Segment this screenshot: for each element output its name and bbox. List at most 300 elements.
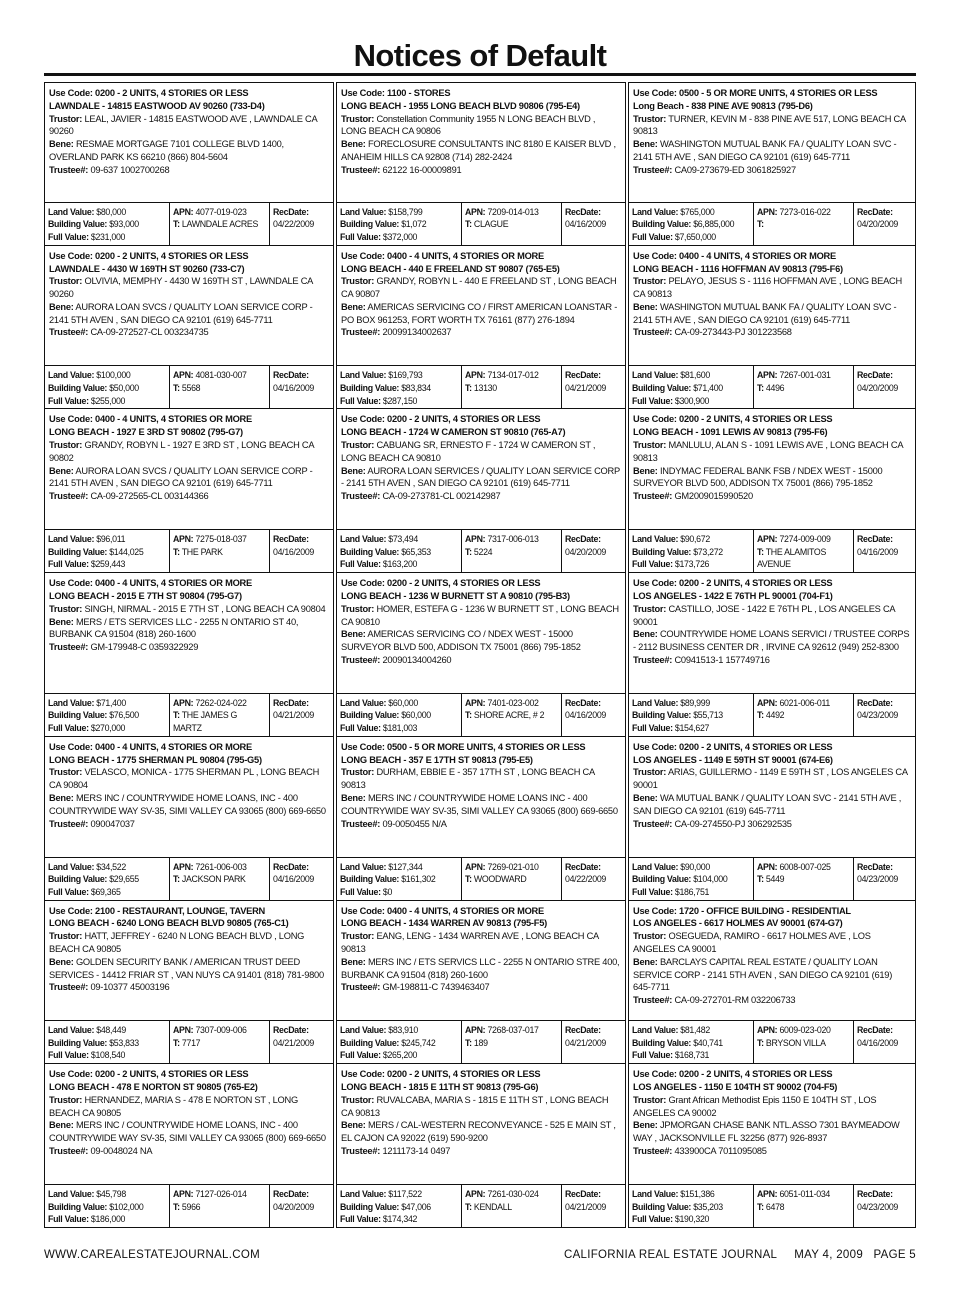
full-value [48, 722, 166, 735]
parcel-cell [169, 366, 269, 408]
trustor [341, 1094, 621, 1120]
trustor-value: Constellation Community 1955 N LONG BEACH BLVD , LONG BEACH CA 90806 [341, 113, 596, 137]
beneficiary [49, 616, 329, 642]
land-value [340, 697, 458, 710]
building-value-label: Building Value: [340, 1201, 400, 1212]
recdate-label: RecDate: [565, 534, 601, 545]
beneficiary-value: WASHINGTON MUTUAL BANK FA / QUALITY LOAN SVC - 2141 5TH AVE , SAN DIEGO CA 92101 (619) 645-7711 [633, 139, 897, 162]
trustor-label: Trustor: [633, 603, 667, 614]
trustee-number [49, 818, 329, 831]
land-value-label: Land Value: [632, 697, 679, 708]
beneficiary-label: Bene: [341, 956, 366, 967]
parcel-cell [169, 203, 269, 245]
building-value-label: Building Value: [48, 1201, 108, 1212]
trustee-number-label: Trustee#: [341, 982, 381, 993]
recdate-label: RecDate: [273, 1188, 309, 1199]
beneficiary-label: Bene: [49, 616, 74, 627]
full-value-label: Full Value: [632, 723, 673, 734]
tract [465, 873, 558, 886]
notice-values [45, 858, 333, 900]
apn [757, 1188, 850, 1201]
building-value [632, 873, 750, 886]
value-cell [337, 366, 461, 408]
full-value-label: Full Value: [632, 1050, 673, 1061]
notice-details [45, 409, 333, 530]
land-value-label: Land Value: [48, 370, 95, 381]
notice-entry [336, 901, 626, 1065]
value-cell [337, 694, 461, 736]
recdate-cell [853, 1185, 915, 1227]
notice-details [629, 901, 915, 1022]
beneficiary-value: WA MUTUAL BANK / QUALITY LOAN SVC - 2141 5TH AVE , SAN DIEGO CA 92101 (619) 645-7711 [633, 793, 902, 816]
full-value-label: Full Value: [632, 559, 673, 570]
property-address: LONG BEACH - 1724 W CAMERON ST 90810 (765-A7) [341, 427, 566, 438]
use-code: Use Code: 0200 - 2 UNITS, 4 STORIES OR LESS [633, 1069, 833, 1080]
beneficiary-label: Bene: [341, 465, 366, 476]
trustee-number [341, 326, 621, 339]
full-value-value: $7,650,000 [674, 231, 716, 242]
tract-label: T: [757, 1037, 764, 1048]
notice-values [629, 858, 915, 900]
beneficiary-value: AMERICAS SERVICING CO / FIRST AMERICAN LOANSTAR - PO BOX 961253, FORT WORTH TX 76161 (877) 276-1894 [341, 301, 618, 325]
notice-entry [336, 573, 626, 737]
recdate-cell [853, 530, 915, 572]
recdate-value: 04/21/2009 [273, 1037, 315, 1048]
building-value-label: Building Value: [48, 1037, 108, 1048]
recdate-cell [853, 203, 915, 245]
beneficiary-label: Bene: [633, 956, 658, 967]
notice-values [629, 366, 915, 408]
use-code: Use Code: 0400 - 4 UNITS, 4 STORIES OR MORE [341, 250, 544, 261]
land-value [48, 1188, 166, 1201]
land-value [632, 369, 750, 382]
value-cell [629, 694, 753, 736]
full-value [632, 886, 750, 899]
footer-issue: CALIFORNIA REAL ESTATE JOURNAL MAY 4, 2009 PAGE 5 [563, 1249, 916, 1261]
trustee-number-label: Trustee#: [341, 491, 381, 502]
use-code: Use Code: 0200 - 2 UNITS, 4 STORIES OR LESS [49, 1069, 249, 1080]
apn-value: 6021-006-011 [779, 697, 830, 708]
beneficiary [633, 956, 911, 994]
parcel-cell [461, 694, 561, 736]
beneficiary-value: INDYMAC FEDERAL BANK FSB / NDEX WEST - 15000 SURVEYOR BLVD 500, ADDISON TX 75001 (866) 795-1852 [633, 465, 883, 489]
use-code: Use Code: 0400 - 4 UNITS, 4 STORIES OR MORE [633, 250, 836, 261]
recdate-cell [269, 694, 333, 736]
value-cell [337, 1021, 461, 1063]
trustee-number-value: 09-0050455 N/A [382, 818, 447, 829]
trustee-number-label: Trustee#: [633, 995, 673, 1006]
use-code: Use Code: 0200 - 2 UNITS, 4 STORIES OR LESS [341, 578, 541, 589]
apn-label: APN: [757, 861, 778, 872]
tract-value: 5449 [765, 874, 785, 885]
trustor-value: OSEGUEDA, RAMIRO - 6617 HOLMES AVE , LOS ANGELES CA 90001 [633, 931, 871, 954]
use-code: Use Code: 0400 - 4 UNITS, 4 STORIES OR MORE [49, 741, 252, 752]
trustor-value: GRANDY, ROBYN L - 440 E FREELAND ST , LONG BEACH CA 90807 [341, 276, 617, 300]
notice-entry [628, 737, 916, 901]
tract [757, 1037, 850, 1050]
value-cell [45, 1021, 169, 1063]
recdate-label: RecDate: [273, 1025, 309, 1036]
full-value-value: $255,000 [90, 395, 126, 406]
tract-value: CLAGUE [473, 219, 509, 230]
trustor-value: Grant African Methodist Epis 1150 E 104TH ST , LOS ANGELES CA 90002 [633, 1094, 877, 1118]
trustee-number-label: Trustee#: [49, 164, 89, 175]
land-value [48, 533, 166, 546]
recdate-value: 04/16/2009 [857, 546, 899, 557]
full-value [48, 1213, 166, 1226]
recdate-label: RecDate: [857, 697, 893, 708]
trustee-number [49, 1145, 329, 1158]
building-value [632, 382, 750, 395]
land-value-value: $100,000 [96, 370, 131, 381]
recdate-cell [561, 203, 625, 245]
land-value [48, 369, 166, 382]
beneficiary [49, 301, 329, 327]
land-value-value: $73,494 [388, 534, 418, 545]
property-address: LONG BEACH - 478 E NORTON ST 90805 (765-E2) [49, 1082, 258, 1093]
page-footer [44, 1249, 916, 1263]
parcel-cell [169, 530, 269, 572]
tract-label: T: [173, 1201, 180, 1212]
notice-details [337, 409, 625, 530]
recdate-cell [269, 1021, 333, 1063]
notice-values [337, 1021, 625, 1063]
building-value [340, 1037, 458, 1050]
recdate-value: 04/22/2009 [273, 219, 315, 230]
trustor-label: Trustor: [341, 113, 375, 124]
recdate-cell [269, 858, 333, 900]
trustor [633, 113, 911, 139]
land-value-label: Land Value: [48, 697, 95, 708]
notice-column [628, 82, 916, 1228]
building-value-value: $53,833 [109, 1037, 139, 1048]
recdate-cell [561, 530, 625, 572]
value-cell [45, 694, 169, 736]
full-value-label: Full Value: [632, 1214, 673, 1225]
recdate-label: RecDate: [273, 697, 309, 708]
land-value-value: $80,000 [96, 206, 126, 217]
trustee-number [49, 641, 329, 654]
notice-details [337, 901, 625, 1022]
parcel-cell [461, 858, 561, 900]
building-value-label: Building Value: [632, 219, 692, 230]
trustee-number [341, 164, 621, 177]
recdate-cell [853, 366, 915, 408]
full-value-value: $372,000 [382, 231, 418, 242]
beneficiary-value: MERS / ETS SERVICES LLC - 2255 N ONTARIO ST 40, BURBANK CA 91504 (818) 260-1600 [49, 616, 299, 640]
full-value-value: $174,342 [382, 1214, 418, 1225]
tract-label: T: [757, 1201, 764, 1212]
recdate-label: RecDate: [565, 1188, 601, 1199]
beneficiary [341, 792, 621, 818]
full-value-value: $154,627 [674, 723, 710, 734]
recdate-value: 04/22/2009 [565, 874, 607, 885]
land-value-value: $765,000 [680, 206, 715, 217]
notice-values [45, 1021, 333, 1063]
recdate-label: RecDate: [273, 534, 309, 545]
footer-website[interactable]: WWW.CAREALESTATEJOURNAL.COM [44, 1249, 260, 1261]
parcel-cell [753, 694, 853, 736]
notice-entry [336, 82, 626, 246]
property-address: LONG BEACH - 357 E 17TH ST 90813 (795-E5) [341, 754, 533, 765]
beneficiary-label: Bene: [49, 139, 74, 150]
property-address: LONG BEACH - 1775 SHERMAN PL 90804 (795-G5) [49, 754, 262, 765]
notice-values [337, 530, 625, 572]
apn [465, 1024, 558, 1037]
tract-label: T: [465, 219, 472, 230]
apn-value: 7275-018-037 [195, 534, 247, 545]
land-value-value: $117,522 [388, 1188, 422, 1199]
trustee-number-label: Trustee#: [633, 1146, 673, 1157]
trustee-number-value: 1211173-14 0497 [382, 1146, 451, 1157]
property-address: LOS ANGELES - 1150 E 104TH ST 90002 (704-F5) [633, 1082, 838, 1093]
tract [757, 709, 850, 722]
notice-column [44, 82, 334, 1228]
apn [757, 369, 850, 382]
land-value-value: $151,386 [680, 1188, 715, 1199]
full-value [340, 558, 458, 571]
apn [757, 1024, 850, 1037]
notices-grid [44, 82, 916, 1228]
apn-label: APN: [757, 697, 778, 708]
full-value-value: $259,443 [90, 559, 126, 570]
recdate-value: 04/21/2009 [565, 383, 607, 394]
apn-value: 7209-014-013 [487, 206, 539, 217]
full-value [632, 395, 750, 408]
full-value [632, 231, 750, 244]
building-value [48, 873, 166, 886]
land-value [48, 1024, 166, 1037]
use-code: Use Code: 0200 - 2 UNITS, 4 STORIES OR LESS [633, 578, 833, 589]
tract [465, 382, 558, 395]
parcel-cell [461, 1021, 561, 1063]
recdate-label: RecDate: [565, 370, 601, 381]
beneficiary-label: Bene: [341, 629, 366, 640]
apn-value: 6009-023-020 [779, 1025, 831, 1036]
apn-label: APN: [173, 697, 194, 708]
land-value-label: Land Value: [632, 534, 679, 545]
recdate-value: 04/21/2009 [565, 1201, 607, 1212]
full-value-value: $186,751 [674, 886, 710, 897]
trustor [49, 1094, 329, 1120]
beneficiary [49, 138, 329, 164]
full-value-value: $108,540 [90, 1050, 126, 1061]
beneficiary-value: MERS INC / COUNTRYWIDE HOME LOANS, INC - 400 COUNTRYWIDE WAY SV-35, SIMI VALLEY CA 93065 (800) 669-6650 [49, 1120, 326, 1144]
full-value-label: Full Value: [48, 723, 89, 734]
building-value [48, 546, 166, 559]
trustor-label: Trustor: [49, 931, 83, 942]
building-value [340, 382, 458, 395]
land-value-label: Land Value: [48, 861, 95, 872]
trustee-number-value: GM2009015990520 [674, 491, 753, 502]
apn-label: APN: [173, 534, 194, 545]
land-value-label: Land Value: [632, 370, 679, 381]
trustor [49, 766, 329, 792]
use-code: Use Code: 0500 - 5 OR MORE UNITS, 4 STORIES OR LESS [341, 741, 586, 752]
apn-label: APN: [173, 1188, 194, 1199]
trustee-number-label: Trustee#: [341, 818, 381, 829]
trustee-number [341, 654, 621, 667]
trustee-number-label: Trustee#: [49, 982, 89, 993]
beneficiary [633, 1119, 911, 1145]
beneficiary [49, 1119, 329, 1145]
notice-details [45, 901, 333, 1022]
notice-entry [44, 901, 334, 1065]
full-value [48, 1049, 166, 1062]
trustee-number [633, 326, 911, 339]
trustee-number [633, 994, 911, 1007]
trustor-label: Trustor: [341, 1094, 375, 1105]
property-address: LONG BEACH - 1434 WARREN AV 90813 (795-F5) [341, 918, 547, 929]
trustor [633, 1094, 911, 1120]
tract [465, 218, 558, 231]
value-cell [337, 858, 461, 900]
recdate-value: 04/20/2009 [273, 1201, 315, 1212]
property-address: LONG BEACH - 1116 HOFFMAN AV 90813 (795-F6) [633, 263, 843, 274]
beneficiary [341, 301, 621, 327]
trustor-value: MANLULU, ALAN S - 1091 LEWIS AVE , LONG BEACH CA 90813 [633, 440, 903, 463]
apn-label: APN: [173, 370, 194, 381]
recdate-label: RecDate: [857, 534, 893, 545]
full-value-value: $265,200 [382, 1050, 418, 1061]
parcel-cell [461, 366, 561, 408]
full-value [632, 1049, 750, 1062]
full-value [48, 886, 166, 899]
property-address: LONG BEACH - 6240 LONG BEACH BLVD 90805 (765-C1) [49, 918, 289, 929]
use-code: Use Code: 0400 - 4 UNITS, 4 STORIES OR MORE [49, 578, 252, 589]
value-cell [629, 203, 753, 245]
notice-values [45, 203, 333, 245]
recdate-label: RecDate: [857, 1188, 893, 1199]
trustee-number-label: Trustee#: [341, 327, 381, 338]
trustor-label: Trustor: [341, 603, 375, 614]
recdate-value: 04/16/2009 [273, 874, 315, 885]
apn-label: APN: [757, 1025, 778, 1036]
land-value-label: Land Value: [340, 534, 387, 545]
land-value-label: Land Value: [632, 861, 679, 872]
land-value [340, 1024, 458, 1037]
land-value-label: Land Value: [340, 1025, 387, 1036]
recdate-label: RecDate: [565, 206, 601, 217]
building-value-value: $71,400 [693, 383, 723, 394]
recdate-value: 04/20/2009 [565, 546, 607, 557]
beneficiary-label: Bene: [341, 301, 366, 312]
land-value [632, 861, 750, 874]
tract-label: T: [757, 546, 764, 557]
building-value-label: Building Value: [340, 874, 400, 885]
land-value [632, 697, 750, 710]
tract-value: 6478 [765, 1201, 785, 1212]
trustee-number-value: CA-09-273443-PJ 301223568 [674, 327, 792, 338]
apn-label: APN: [465, 697, 486, 708]
trustee-number [633, 490, 911, 503]
beneficiary-label: Bene: [633, 301, 658, 312]
parcel-cell [169, 694, 269, 736]
trustor [633, 930, 911, 956]
notice-values [45, 694, 333, 736]
full-value-label: Full Value: [340, 723, 381, 734]
trustee-number-label: Trustee#: [49, 1146, 89, 1157]
tract-value: 5966 [181, 1201, 201, 1212]
beneficiary [49, 465, 329, 491]
land-value-value: $89,999 [680, 697, 710, 708]
land-value-label: Land Value: [48, 1025, 95, 1036]
notice-details [45, 83, 333, 203]
trustee-number-label: Trustee#: [49, 642, 89, 653]
building-value-label: Building Value: [340, 710, 400, 721]
full-value-value: $163,200 [382, 559, 418, 570]
trustee-number-value: CA-09-272701-RM 032206733 [674, 995, 796, 1006]
full-value-value: $168,731 [674, 1050, 710, 1061]
land-value-value: $34,522 [96, 861, 126, 872]
apn [465, 861, 558, 874]
land-value-label: Land Value: [632, 1188, 679, 1199]
trustee-number-label: Trustee#: [633, 654, 673, 665]
notice-entry [628, 573, 916, 737]
value-cell [45, 530, 169, 572]
tract [173, 873, 266, 886]
tract-label: T: [465, 546, 472, 557]
full-value-label: Full Value: [340, 231, 381, 242]
trustor [341, 603, 621, 629]
recdate-value: 04/23/2009 [857, 1201, 899, 1212]
value-cell [45, 1185, 169, 1227]
beneficiary-value: RESMAE MORTGAGE 7101 COLLEGE BLVD 1400, OVERLAND PARK KS 66210 (866) 804-5604 [49, 139, 284, 162]
trustor [633, 275, 911, 301]
beneficiary-value: MERS / CAL-WESTERN RECONVEYANCE - 525 E MAIN ST , EL CAJON CA 92022 (619) 590-9200 [341, 1120, 616, 1144]
building-value-value: $55,713 [693, 710, 723, 721]
notice-values [629, 694, 915, 736]
recdate-cell [269, 1185, 333, 1227]
trustor-value: HATT, JEFFREY - 6240 N LONG BEACH BLVD , LONG BEACH CA 90805 [49, 931, 305, 954]
property-address: LAWNDALE - 14815 EASTWOOD AV 90260 (733-D4) [49, 100, 265, 111]
notice-details [629, 737, 915, 858]
apn-value: 4077-019-023 [195, 206, 247, 217]
recdate-label: RecDate: [857, 861, 893, 872]
apn-value: 7273-016-022 [779, 206, 831, 217]
trustee-number-value: C0941513-1 157749716 [674, 654, 770, 665]
notice-entry [336, 246, 626, 410]
building-value-label: Building Value: [48, 219, 108, 230]
building-value-label: Building Value: [632, 546, 692, 557]
tract [465, 546, 558, 559]
trustee-number-label: Trustee#: [633, 818, 673, 829]
apn-label: APN: [465, 861, 486, 872]
use-code: Use Code: 0200 - 2 UNITS, 4 STORIES OR LESS [633, 414, 833, 425]
trustor-label: Trustor: [49, 276, 83, 287]
recdate-value: 04/16/2009 [565, 219, 607, 230]
property-address: LONG BEACH - 2015 E 7TH ST 90804 (795-G7) [49, 590, 242, 601]
trustor-value: HOMER, ESTEFA G - 1236 W BURNETT ST , LONG BEACH CA 90810 [341, 603, 619, 627]
building-value-value: $47,006 [401, 1201, 431, 1212]
beneficiary-label: Bene: [49, 301, 74, 312]
land-value-value: $90,000 [680, 861, 710, 872]
trustor [341, 275, 621, 301]
trustee-number [633, 654, 911, 667]
apn-value: 7261-030-024 [487, 1188, 539, 1199]
building-value-value: $29,655 [109, 874, 139, 885]
trustee-number-value: CA-09-274550-PJ 306292535 [674, 818, 792, 829]
recdate-cell [269, 203, 333, 245]
beneficiary-label: Bene: [49, 1120, 74, 1131]
parcel-cell [169, 1021, 269, 1063]
full-value-value: $300,900 [674, 395, 710, 406]
trustee-number [341, 1145, 621, 1158]
building-value [48, 1201, 166, 1214]
trustee-number [49, 490, 329, 503]
apn [465, 1188, 558, 1201]
value-cell [629, 858, 753, 900]
